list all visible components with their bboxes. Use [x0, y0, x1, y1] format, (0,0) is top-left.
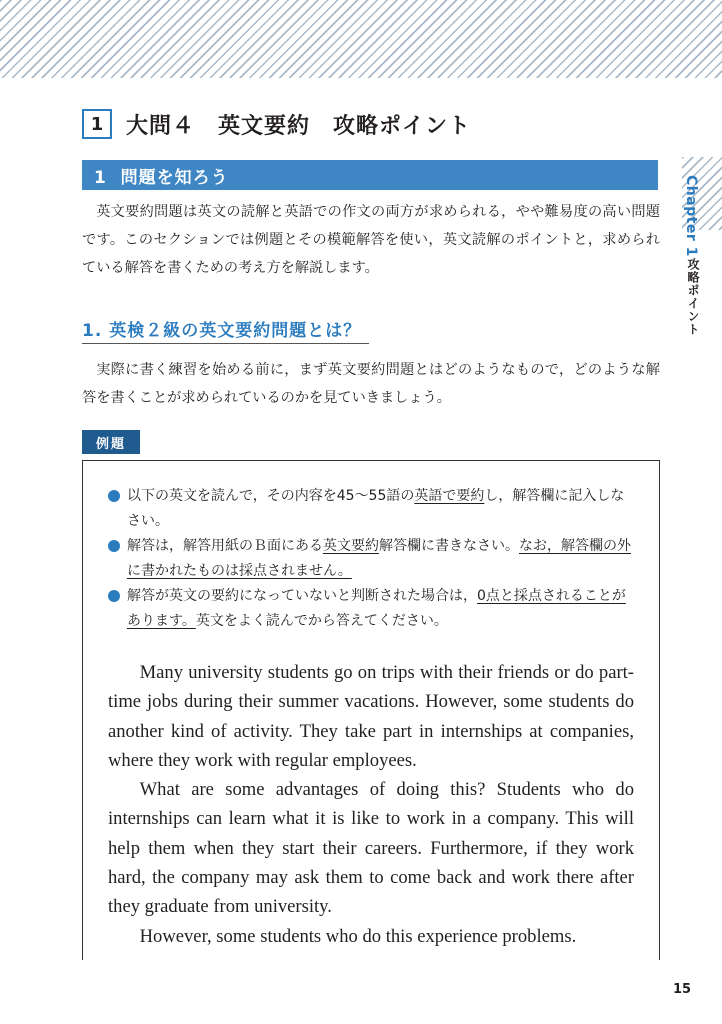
passage-paragraph: However, some students who do this experience problems.: [139, 925, 577, 947]
bullet-icon: [108, 590, 120, 602]
section-heading-bar: 1 問題を知ろう: [82, 160, 658, 190]
page-number: 15: [673, 982, 692, 997]
instruction-item: 解答は，解答用紙のＢ面にある英文要約解答欄に書きなさい。なお，解答欄の外に書かれたものは採点されません。: [108, 534, 638, 584]
passage-paragraph: What are some advantages of doing this? Students who do internships can learn what it is like to work in a company. This will help them when they start their careers. Furthermore, if they work hard, the company may ask them to come back and work there after they graduate from university.: [108, 779, 634, 918]
instruction-list: [108, 484, 638, 634]
title-number-box: 1: [82, 109, 112, 139]
subsection-paragraph: 実際に書く練習を始める前に，まず英文要約問題とはどのようなもので，どのような解答を書くことが求められているのかを見ていきましょう。: [82, 362, 660, 406]
intro-paragraph: 英文要約問題は英文の読解と英語での作文の両方が求められる，やや難易度の高い問題です。このセクションでは例題とその模範解答を使い，英文読解のポイントと，求められている解答を書くための考え方を解説します。: [82, 204, 660, 276]
side-section-label: 攻略ポイント: [686, 258, 700, 336]
page-title: [82, 106, 471, 142]
bullet-icon: [108, 490, 120, 502]
header-hatch-pattern: [0, 0, 722, 78]
instruction-item: 解答が英文の要約になっていないと判断された場合は，0点と採点されることがあります。英文をよく読んでから答えてください。: [108, 584, 638, 634]
title-text: 大問４ 英文要約 攻略ポイント: [126, 113, 472, 139]
subsection-heading: 1. 英検２級の英文要約問題とは？: [82, 313, 369, 344]
side-chapter-label: Chapter 1: [683, 175, 699, 257]
english-passage: [108, 658, 634, 951]
example-tag: 例題: [82, 430, 140, 454]
instruction-item: 以下の英文を読んで，その内容を45〜55語の英語で要約し，解答欄に記入しなさい。: [108, 484, 638, 534]
bullet-icon: [108, 540, 120, 552]
passage-paragraph: Many university students go on trips with their friends or do part-time jobs during their summer vacations. However, some students do another kind of activity. They take part in internships at companies, where they work with regular employees.: [108, 662, 634, 771]
